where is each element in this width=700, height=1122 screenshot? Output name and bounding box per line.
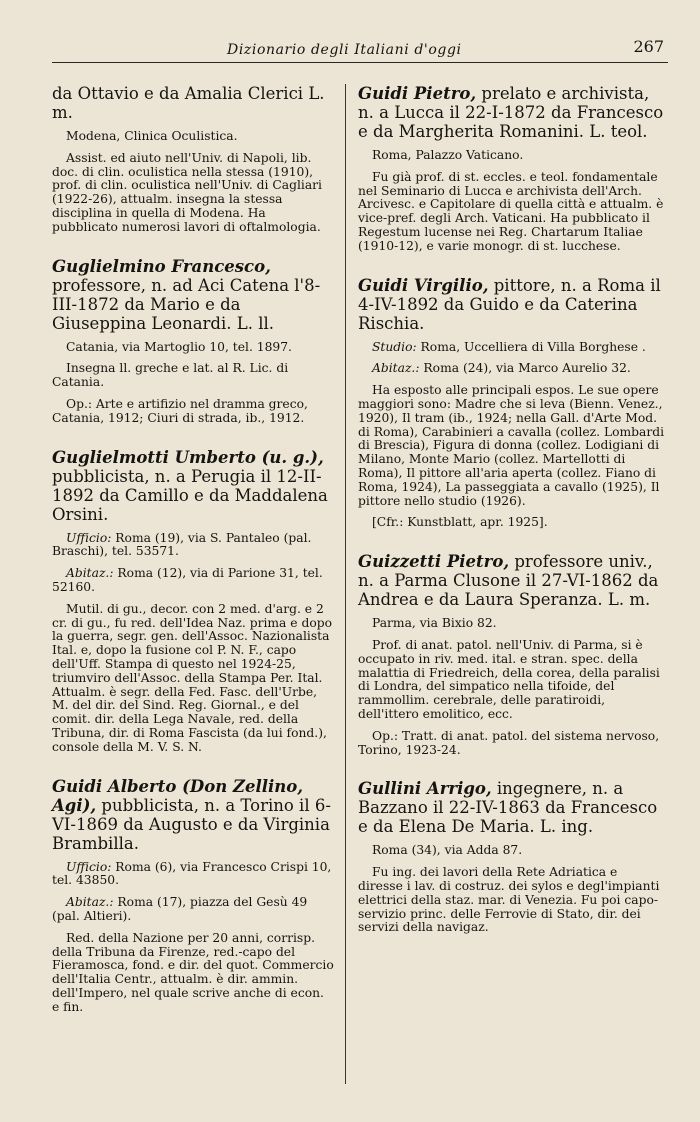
- home-label: Abitaz.:: [372, 361, 420, 376]
- entry-guidi-pietro: [358, 84, 666, 254]
- right-column: [358, 84, 666, 957]
- studio-label: Studio:: [372, 339, 417, 354]
- entry-heading: [358, 779, 666, 836]
- entry-name: Guglielmotti Umberto (u. g.),: [52, 447, 324, 467]
- entry-bio: professore, n. ad Aci Catena l'8-III-1872 da Mario e da Giuseppina Leonardi. L. ll.: [52, 275, 321, 333]
- entry-address: Roma (34), via Adda 87.: [372, 843, 523, 858]
- entry-bio: pittore, n. a Roma il 4-IV-1892 da Guido e da Caterina Rischia.: [358, 275, 661, 333]
- office-label: Ufficio:: [66, 530, 112, 545]
- entry-name: Guidi Pietro,: [358, 84, 477, 103]
- entry-head: da Ottavio e da Amalia Clerici L. m.: [52, 84, 325, 122]
- entry-home: [52, 567, 334, 595]
- entry-guidi-virgilio: [358, 276, 666, 531]
- entry-bio: professore univ., n. a Parma Clusone il 27-VI-1862 da Andrea e da Laura Speranza. L. m.: [358, 552, 659, 610]
- page-header: [52, 34, 668, 63]
- entry-guglielmino: [52, 257, 334, 426]
- office-text: Roma (19), via S. Pantaleo (pal. Braschi), tel. 53571.: [52, 530, 312, 559]
- works-text: Arte e artifizio nel dramma greco, Catania, 1912; Ciuri di strada, ib., 1912.: [52, 396, 308, 425]
- entry-heading: [358, 84, 666, 141]
- entry-body: Fu ing. dei lavori della Rete Adriatica e diresse i lav. di costruz. dei sylos e degl'impianti elettrici della staz. mar. di Venezia. Fu poi capo-servizio princ. delle Ferrovie di Stato, dir. dei servizi della navigaz.: [358, 865, 660, 935]
- office-text: Roma (6), via Francesco Crispi 10, tel. 43850.: [52, 859, 332, 888]
- entry-name: Guidi Virgilio,: [358, 275, 489, 295]
- entry-gullini: [358, 779, 666, 935]
- entry-body: Mutil. di gu., decor. con 2 med. d'arg. e 2 cr. di gu., fu red. dell'Idea Naz. prima e dopo la guerra, segr. gen. dell'Assoc. Nazionalista Ital. e, dopo la fusione col P. N. F., capo dell'Uff. Stampa di questo nel 1924-25, triumviro dell'Assoc. della Stampa Per. Ital. Attualm. è segr. della Fed. Fasc. dell'Urbe, M. del dir. del Sind. Reg. Giornal., e del comit. dir. della Lega Navale, red. della Tribuna, dir. di Roma Fascista (da lui fond.), console della M. V. S. N.: [52, 601, 333, 754]
- entry-studio: [358, 341, 666, 355]
- entry-name: Guizzetti Pietro,: [358, 552, 510, 572]
- column-divider: [345, 84, 346, 1084]
- entry-bio: prelato e archivista, n. a Lucca il 22-I-1872 da Francesco e da Margherita Romanini. L. teol.: [358, 84, 664, 141]
- home-text: Roma (12), via di Parione 31, tel. 52160.: [52, 566, 323, 594]
- home-label: Abitaz.:: [66, 895, 114, 910]
- entry-name: Guglielmino Francesco,: [52, 256, 271, 276]
- page-number: 267: [633, 37, 664, 56]
- entry-body: Red. della Nazione per 20 anni, corrisp. della Tribuna da Firenze, red.-capo del Fieramosca, fond. e dir. del quot. Commercio dell'Italia Centr., attualm. è dir. ammin. dell'Impero, nel quale scrive anche di econ. e fin.: [52, 930, 334, 1014]
- office-label: Ufficio:: [66, 859, 112, 874]
- entry-body: Assist. ed aiuto nell'Univ. di Napoli, lib. doc. di clin. oculistica nella stessa (1910), prof. di clin. oculistica nell'Univ. di Cagliari (1922-26), attualm. insegna la stessa disciplina in quella di Modena. Ha pubblicato numerosi lavori di oftalmologia.: [52, 150, 322, 234]
- home-text: Roma (17), piazza del Gesù 49 (pal. Altieri).: [52, 895, 308, 923]
- entry-address: Catania, via Martoglio 10, tel. 1897.: [66, 339, 292, 354]
- entry-clerici-continuation: [52, 84, 334, 235]
- works-label: Op.:: [372, 728, 399, 743]
- entry-bio: ingegnere, n. a Bazzano il 22-IV-1863 da Francesco e da Elena De Maria. L. ing.: [358, 779, 658, 837]
- left-column: [52, 84, 334, 1036]
- entry-guizzetti: [358, 552, 666, 757]
- entry-works: [52, 398, 334, 426]
- entry-citation: [Cfr.: Kunstblatt, apr. 1925].: [372, 515, 548, 530]
- entry-office: [52, 861, 334, 889]
- works-text: Tratt. di anat. patol. del sistema nervoso, Torino, 1923-24.: [358, 728, 660, 757]
- entry-name: Gullini Arrigo,: [358, 779, 492, 799]
- entry-address: Parma, via Bixio 82.: [372, 616, 497, 631]
- works-label: Op.:: [66, 396, 93, 411]
- entry-address: Modena, Clinica Oculistica.: [66, 129, 238, 143]
- entry-name: Guidi Alberto (Don Zellino, Agi),: [52, 776, 304, 815]
- entry-address: Roma, Palazzo Vaticano.: [372, 148, 524, 162]
- entry-office: [52, 532, 334, 560]
- entry-guidi-alberto: [52, 777, 334, 1015]
- entry-home: [358, 362, 666, 376]
- entry-bio: pubblicista, n. a Perugia il 12-II-1892 da Camillo e da Maddalena Orsini.: [52, 466, 328, 524]
- entry-heading: [52, 257, 334, 333]
- home-text: Roma (24), via Marco Aurelio 32.: [419, 361, 631, 376]
- entry-guglielmotti: [52, 448, 334, 755]
- entry-bio: pubblicista, n. a Torino il 6-VI-1869 da Augusto e da Virginia Brambilla.: [52, 795, 331, 853]
- home-label: Abitaz.:: [66, 566, 114, 581]
- entry-heading: [358, 276, 666, 333]
- entry-body: Fu già prof. di st. eccles. e teol. fondamentale nel Seminario di Lucca e archivista dell'Arch. Arcivesc. e Capitolare di quella città e attualm. è vice-pref. degli Arch. Vaticani. Ha pubblicato il Regestum lucense nei Reg. Chartarum Italiae (1910-12), e varie monogr. di st. lucchese.: [358, 169, 664, 253]
- entry-heading: [52, 448, 334, 524]
- entry-body: Insegna ll. greche e lat. al R. Lic. di Catania.: [52, 361, 289, 390]
- entry-home: [52, 896, 334, 924]
- entry-heading: [52, 777, 334, 853]
- entry-works: [358, 730, 666, 758]
- studio-text: Roma, Uccelliera di Villa Borghese .: [416, 339, 646, 354]
- entry-body: Prof. di anat. patol. nell'Univ. di Parma, si è occupato in riv. med. ital. e stran. spec. della malattia di Friedreich, della corea, della paralisi di Londra, del simpatico nella tifoide, del rammollim. cerebrale, delle paratiroidi, dell'ittero emolitico, ecc.: [358, 637, 660, 721]
- entry-heading: [358, 552, 666, 609]
- entry-body: Ha esposto alle principali espos. Le sue opere maggiori sono: Madre che si leva (Bienn. Venez., 1920), Il tram (ib., 1924; nella Gall. d'Arte Mod. di Roma), Carabinieri a cavalla (collez. Lombardi di Brescia), Figura di donna (collez. Lodigiani di Milano, Monte Mario (collez. Martellotti di Roma), Il pittore all'aria aperta (collez. Fiano di Roma, 1924), La passeggiata a cavallo (1925), Il pittore nello studio (1926).: [358, 383, 665, 508]
- running-title: Dizionario degli Italiani d'oggi: [227, 42, 462, 58]
